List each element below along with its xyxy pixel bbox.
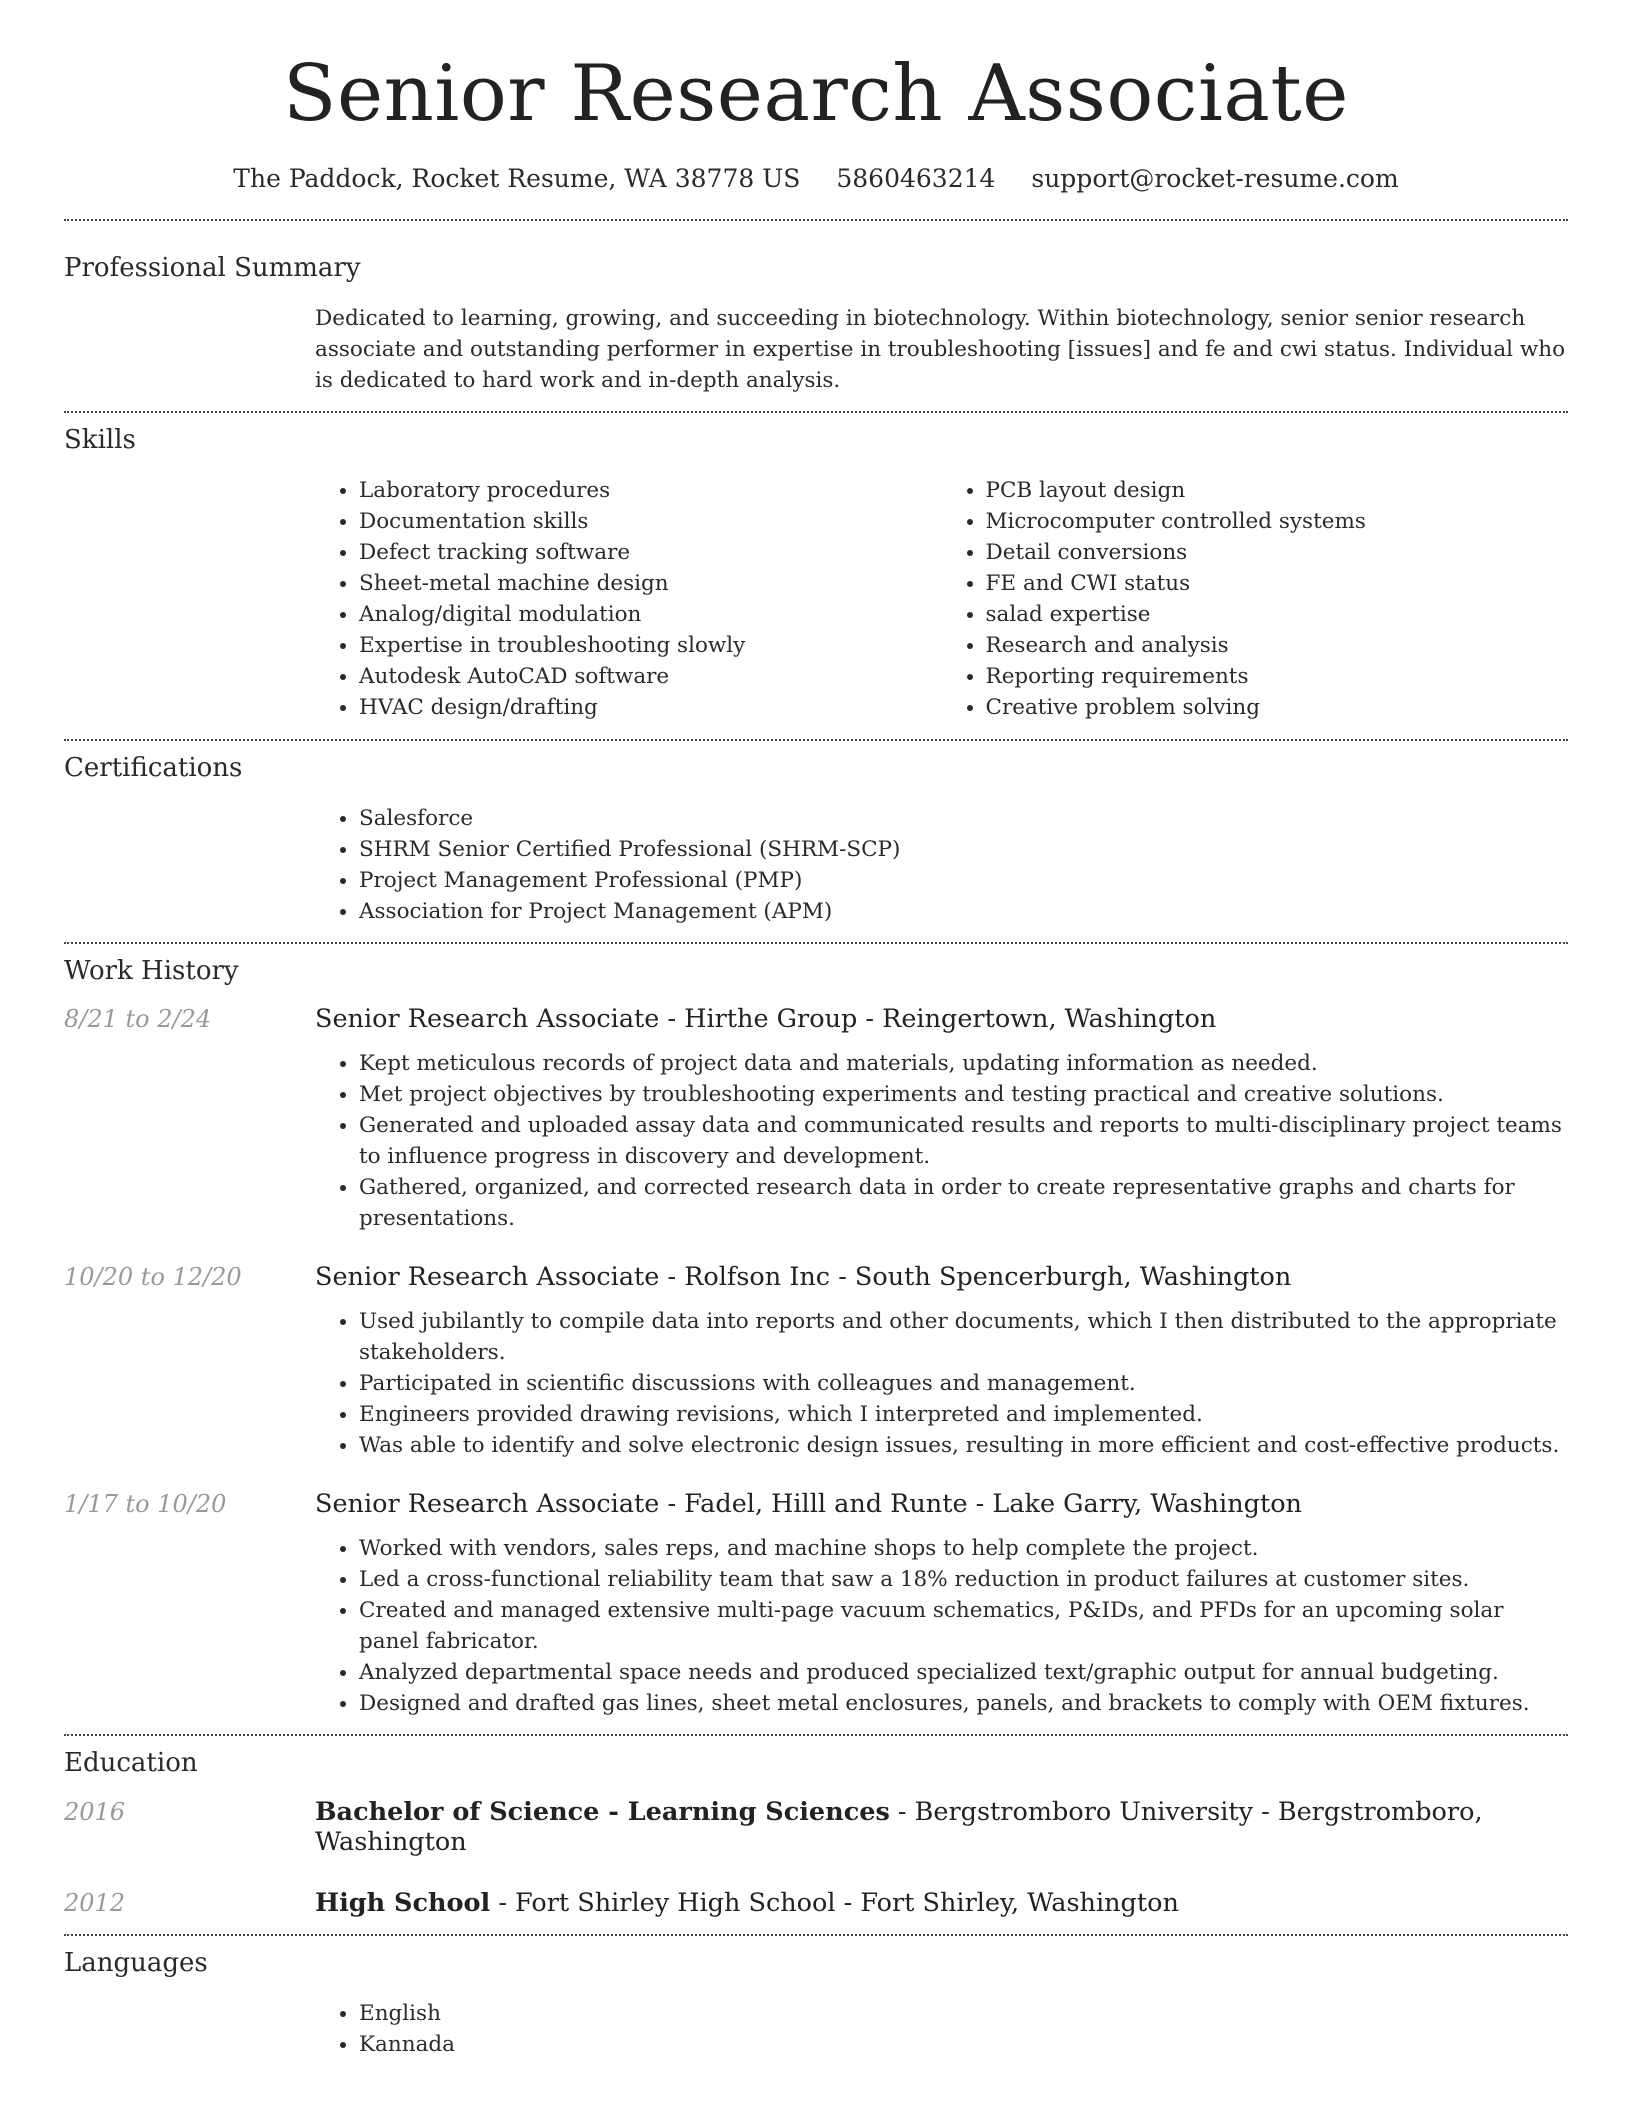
skill-item: • Creative problem solving: [986, 692, 1569, 723]
job-bullets: [315, 1048, 1568, 1234]
skills-list-right: [942, 475, 1569, 723]
summary-text: Dedicated to learning, growing, and succeeding in biotechnology. Within biotechnology, senior senior research associate and outstanding performer in expertise in troubleshooting [issues] and fe and cwi status. Individual who is dedicated to hard work and in-depth analysis.: [315, 305, 1566, 393]
job-detail: - Hirthe Group - Reingertown, Washington: [659, 1003, 1217, 1034]
language-item: • English: [359, 1998, 1568, 2029]
skill-item: • Reporting requirements: [986, 661, 1569, 692]
job-title: Senior Research Associate: [315, 1003, 660, 1034]
skill-item: • salad expertise: [986, 599, 1569, 630]
job-title: Senior Research Associate: [315, 1488, 660, 1519]
certifications-title: Certifications: [64, 753, 243, 784]
skills-section: [64, 413, 1568, 739]
skill-item: • Detail conversions: [986, 537, 1569, 568]
education-detail: - Bergstromboro University - Bergstromboro, Washington: [315, 1796, 1483, 1857]
skill-item: • Defect tracking software: [359, 537, 942, 568]
work-section: [64, 944, 1568, 1733]
contact-line: [64, 164, 1568, 193]
job-bullet-list: [315, 1306, 1568, 1461]
job-detail: - Rolfson Inc - South Spencerburgh, Washington: [659, 1261, 1292, 1292]
languages-body: [315, 1998, 1568, 2060]
skill-item: • Research and analysis: [986, 630, 1569, 661]
job-bullets: [315, 1306, 1568, 1461]
job-dates: 1/17 to 10/20: [64, 1489, 227, 1518]
summary-section: [64, 221, 1568, 411]
education-year: 2016: [64, 1797, 126, 1826]
job-title: Senior Research Associate: [315, 1261, 660, 1292]
skill-item: • PCB layout design: [986, 475, 1569, 506]
job-bullet: • Generated and uploaded assay data and communicated results and reports to multi-disciplinary project teams to influence progress in discovery and development.: [359, 1110, 1568, 1172]
job-bullets: [315, 1533, 1568, 1719]
job-title-line: [315, 1004, 1216, 1034]
job-header: [64, 1004, 1568, 1034]
job-bullet: • Met project objectives by troubleshooting experiments and testing practical and creative solutions.: [359, 1079, 1568, 1110]
certifications-list: [315, 803, 1568, 927]
education-year: 2012: [64, 1888, 126, 1917]
education-line: [315, 1797, 1568, 1857]
skill-item: • Expertise in troubleshooting slowly: [359, 630, 942, 661]
language-item: • Kannada: [359, 2029, 1568, 2060]
job-bullet: • Used jubilantly to compile data into reports and other documents, which I then distributed to the appropriate stakeholders.: [359, 1306, 1568, 1368]
resume-page: [64, 0, 1568, 2060]
job-entry: [64, 1489, 1568, 1719]
contact-email: support@rocket-resume.com: [1031, 163, 1399, 193]
skills-grid: [315, 475, 1568, 723]
languages-list: [315, 1998, 1568, 2060]
summary-title: Professional Summary: [64, 252, 361, 283]
contact-phone: 5860463214: [836, 163, 996, 193]
education-entry: [64, 1797, 1568, 1857]
skill-item: • Sheet-metal machine design: [359, 568, 942, 599]
education-degree: High School: [315, 1887, 491, 1918]
languages-section: [64, 1936, 1568, 2060]
education-section: [64, 1736, 1568, 1934]
job-dates: 8/21 to 2/24: [64, 1004, 212, 1033]
education-entry: [64, 1888, 1568, 1918]
job-bullet: • Created and managed extensive multi-page vacuum schematics, P&IDs, and PFDs for an upcoming solar panel fabricator.: [359, 1595, 1568, 1657]
certifications-body: [315, 803, 1568, 927]
languages-title: Languages: [64, 1947, 208, 1978]
certification-item: • Salesforce: [359, 803, 1568, 834]
job-bullet: • Was able to identify and solve electronic design issues, resulting in more efficient and cost-effective products.: [359, 1430, 1568, 1461]
job-bullet: • Analyzed departmental space needs and produced specialized text/graphic output for annual budgeting.: [359, 1657, 1568, 1688]
certification-item: • Project Management Professional (PMP): [359, 865, 1568, 896]
skill-item: • FE and CWI status: [986, 568, 1569, 599]
job-bullet: • Led a cross-functional reliability team that saw a 18% reduction in product failures at customer sites.: [359, 1564, 1568, 1595]
job-bullet-list: [315, 1048, 1568, 1234]
contact-address: The Paddock, Rocket Resume, WA 38778 US: [233, 163, 801, 193]
job-bullet: • Kept meticulous records of project data and materials, updating information as needed.: [359, 1048, 1568, 1079]
job-entry: [64, 1004, 1568, 1234]
job-header: [64, 1489, 1568, 1519]
job-detail: - Fadel, Hilll and Runte - Lake Garry, Washington: [659, 1488, 1302, 1519]
certifications-section: [64, 741, 1568, 942]
job-header: [64, 1262, 1568, 1292]
work-title: Work History: [64, 956, 239, 987]
job-entry: [64, 1262, 1568, 1461]
job-bullet-list: [315, 1533, 1568, 1719]
job-dates: 10/20 to 12/20: [64, 1262, 242, 1291]
education-title: Education: [64, 1747, 198, 1778]
skill-item: • Analog/digital modulation: [359, 599, 942, 630]
skill-item: • Microcomputer controlled systems: [986, 506, 1569, 537]
job-bullet: • Worked with vendors, sales reps, and machine shops to help complete the project.: [359, 1533, 1568, 1564]
resume-name: Senior Research Associate: [283, 49, 1349, 139]
skill-item: • Documentation skills: [359, 506, 942, 537]
job-bullet: • Participated in scientific discussions with colleagues and management.: [359, 1368, 1568, 1399]
job-bullet: • Gathered, organized, and corrected research data in order to create representative graphs and charts for presentations.: [359, 1172, 1568, 1234]
job-title-line: [315, 1489, 1302, 1519]
skills-list-left: [315, 475, 942, 723]
skill-item: • HVAC design/drafting: [359, 692, 942, 723]
education-degree: Bachelor of Science - Learning Sciences: [315, 1796, 890, 1827]
certification-item: • Association for Project Management (APM): [359, 896, 1568, 927]
education-line: [315, 1888, 1179, 1918]
certification-item: • SHRM Senior Certified Professional (SHRM-SCP): [359, 834, 1568, 865]
skills-title: Skills: [64, 424, 136, 455]
skill-item: • Autodesk AutoCAD software: [359, 661, 942, 692]
job-bullet: • Engineers provided drawing revisions, which I interpreted and implemented.: [359, 1399, 1568, 1430]
job-title-line: [315, 1262, 1291, 1292]
job-bullet: • Designed and drafted gas lines, sheet metal enclosures, panels, and brackets to comply with OEM fixtures.: [359, 1688, 1568, 1719]
education-detail: - Fort Shirley High School - Fort Shirley, Washington: [490, 1887, 1179, 1918]
skill-item: • Laboratory procedures: [359, 475, 942, 506]
